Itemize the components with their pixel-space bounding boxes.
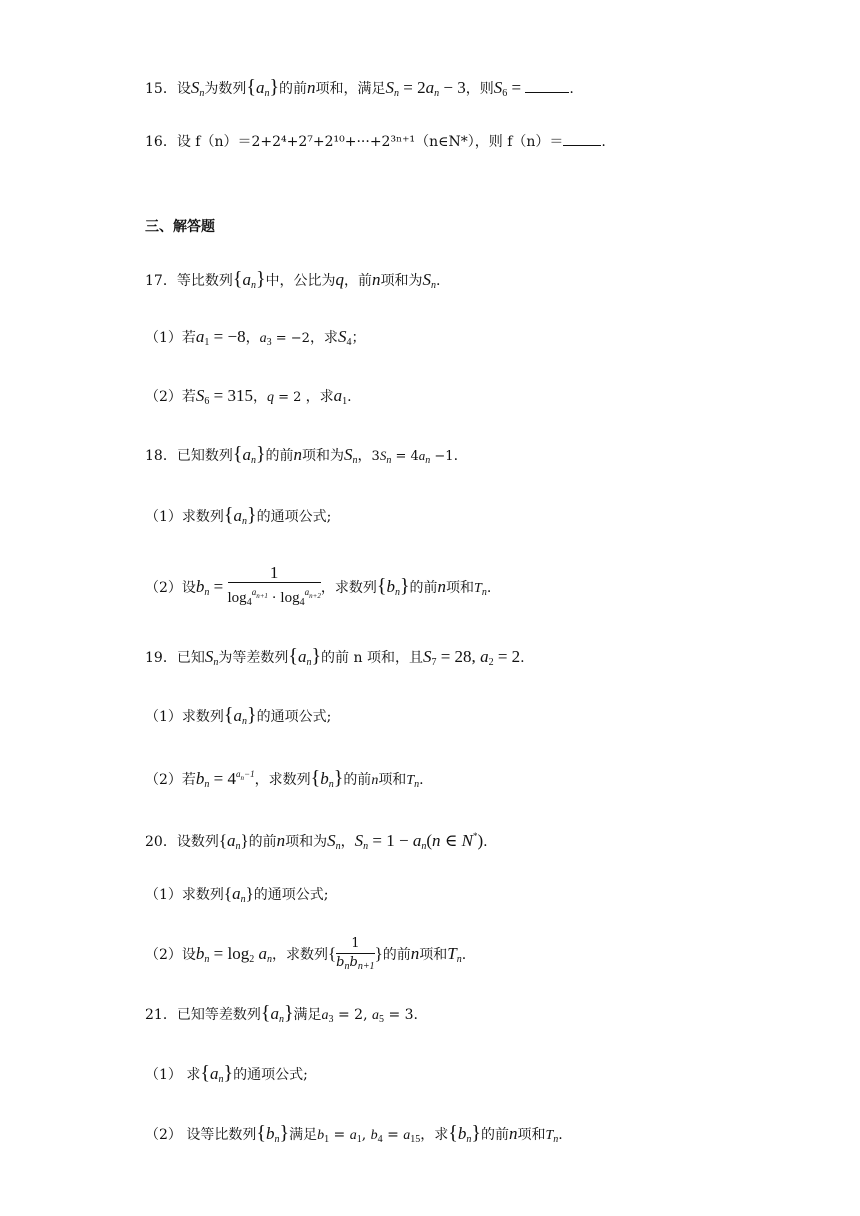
question-19-part-2: （2）若$b_n = 4^{a_n-1}$，求数列$\{b_n\}$的前n项和$T_n$.	[145, 767, 424, 790]
question-21-part-2: （2） 设等比数列$\{b_n\}$满足$b_1 = a_1$, $b_4 = a_{15}$，求$\{b_n\}$的前n项和$T_n$.	[145, 1122, 563, 1145]
question-15: 15．设$S_n$为数列$\{a_n\}$的前n项和，满足$S_n = 2a_n - 3$，则$S_6$ = .	[145, 76, 574, 99]
question-21: 21．已知等差数列$\{a_n\}$满足$a_3 = 2$, $a_5 = 3$.	[145, 1002, 418, 1025]
fraction: $\frac{1}{\log_4^{a_{n+1}} \cdot \log_4^{a_{n+2}}}$	[227, 563, 321, 608]
question-20: 20．设数列$\{a_n\}$的前n项和为$S_n$，$S_n = 1 - a_n(n$ ∈ N*).	[145, 831, 488, 852]
answer-blank	[563, 133, 601, 146]
fraction: $\frac{1}{b_nb_{n+1}}$	[336, 935, 375, 972]
question-19: 19．已知$S_n$为等差数列$\{a_n\}$的前 n 项和，且$S_7 = 28$, $a_2 = 2$.	[145, 645, 525, 668]
question-21-part-1: （1） 求$\{a_n\}$的通项公式;	[145, 1062, 308, 1085]
question-17: 17．等比数列$\{a_n\}$中，公比为q，前n项和为$S_n$.	[145, 268, 441, 291]
question-19-part-1: （1）求数列$\{a_n\}$的通项公式;	[145, 704, 332, 727]
question-17-part-1: （1）若$a_1 = -8$，$a_3 = -2$，求$S_4$；	[145, 327, 366, 348]
question-18-part-1: （1）求数列$\{a_n\}$的通项公式;	[145, 504, 332, 527]
question-20-part-2: （2）设$b_n = \log_2 a_n$，求数列{ $\frac{1}{b_nb_{n+1}}$ }的前n项和$T_n$.	[145, 934, 466, 980]
section-heading: 三、解答题	[145, 219, 215, 235]
question-17-part-2: （2）若$S_6 = 315$，q = 2 ，求$a_1$.	[145, 386, 352, 407]
question-16: 16．设 f（n）＝2+2⁴+2⁷+2¹⁰+···+2³ⁿ⁺¹（n∈N*），则 f（n）＝ .	[145, 134, 606, 150]
question-18-part-2: （2）设$b_n$ = $\frac{1}{\log_4^{a_{n+1}} \cdot \log_4^{a_{n+2}}}$ ，求数列$\{b_n\}$的前n项和$T_n$.	[145, 564, 491, 613]
answer-blank	[525, 80, 569, 93]
question-18: 18．已知数列$\{a_n\}$的前n项和为$S_n$，$3S_n = 4a_n -1$.	[145, 443, 459, 466]
question-20-part-1: （1）求数列$\{a_n\}$的通项公式;	[145, 884, 329, 905]
